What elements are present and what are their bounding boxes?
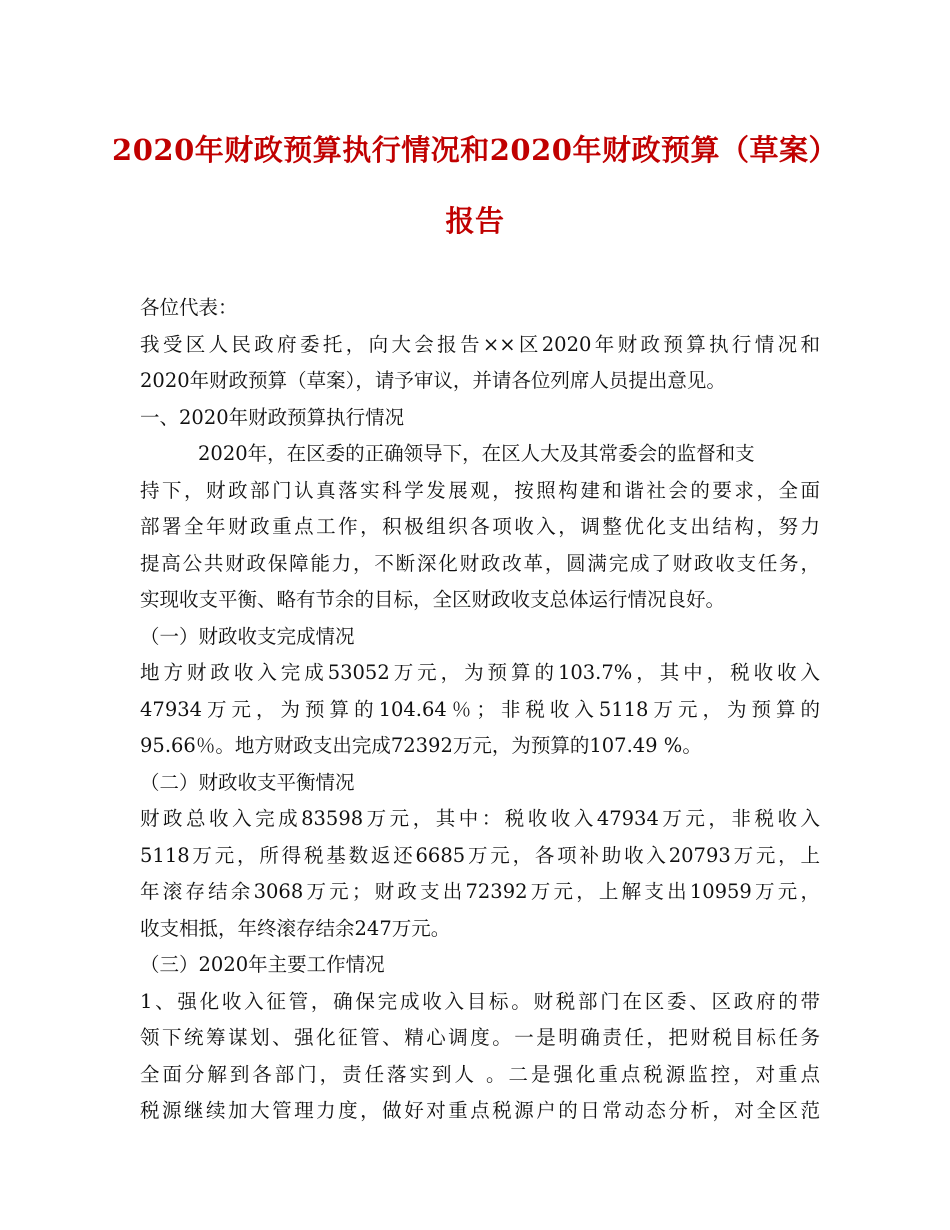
body-line: 我受区人民政府委托，向大会报告××区2020年财政预算执行情况和: [140, 332, 820, 356]
body-line: 实现收支平衡、略有节余的目标，全区财政收支总体运行情况良好。: [140, 588, 726, 611]
body-line: 提高公共财政保障能力，不断深化财政改革，圆满完成了财政收支任务，: [140, 551, 820, 575]
subsection-heading: （三）2020年主要工作情况: [140, 953, 385, 976]
body-line: 47934万元，为预算的104.64％；非税收入5118万元，为预算的: [140, 697, 820, 721]
body-line: 2020年，在区委的正确领导下，在区人大及其常委会的监督和支: [198, 442, 755, 465]
section-heading: 一、2020年财政预算执行情况: [140, 405, 405, 429]
body-line: 收支相抵，年终滚存结余247万元。: [140, 916, 451, 940]
body-line: 持下，财政部门认真落实科学发展观，按照构建和谐社会的要求，全面: [140, 478, 820, 502]
body-line: 全面分解到各部门，责任落实到人 。二是强化重点税源监控，对重点: [140, 1062, 820, 1086]
body-line: 年滚存结余3068万元；财政支出72392万元，上解支出10959万元，: [140, 880, 820, 903]
document-body: [140, 290, 840, 1130]
body-line: 财政总收入完成83598万元，其中：税收收入47934万元，非税收入: [140, 807, 820, 830]
body-line: 5118万元，所得税基数返还6685万元，各项补助收入20793万元，上: [140, 843, 820, 867]
body-line: 税源继续加大管理力度，做好对重点税源户的日常动态分析，对全区范: [140, 1099, 820, 1122]
body-line: 95.66％。地方财政支出完成72392万元，为预算的107.49 %。: [140, 734, 702, 757]
body-line: 2020年财政预算（草案），请予审议，并请各位列席人员提出意见。: [140, 369, 726, 392]
salutation: 各位代表：: [140, 296, 238, 319]
subsection-heading: （二）财政收支平衡情况: [140, 770, 355, 794]
body-line: 1、强化收入征管，确保完成收入目标。财税部门在区委、区政府的带: [140, 989, 820, 1013]
document-title-line-1: 2020年财政预算执行情况和2020年财政预算（草案）: [112, 133, 838, 167]
document-title-line-2: 报告: [445, 204, 505, 238]
body-line: 部署全年财政重点工作，积极组织各项收入，调整优化支出结构，努力: [140, 515, 820, 538]
body-line: 领下统筹谋划、强化征管、精心调度。一是明确责任，把财税目标任务: [140, 1026, 820, 1049]
subsection-heading: （一）财政收支完成情况: [140, 624, 355, 648]
body-line: 地方财政收入完成53052万元，为预算的103.7%，其中，税收收入: [140, 661, 820, 684]
